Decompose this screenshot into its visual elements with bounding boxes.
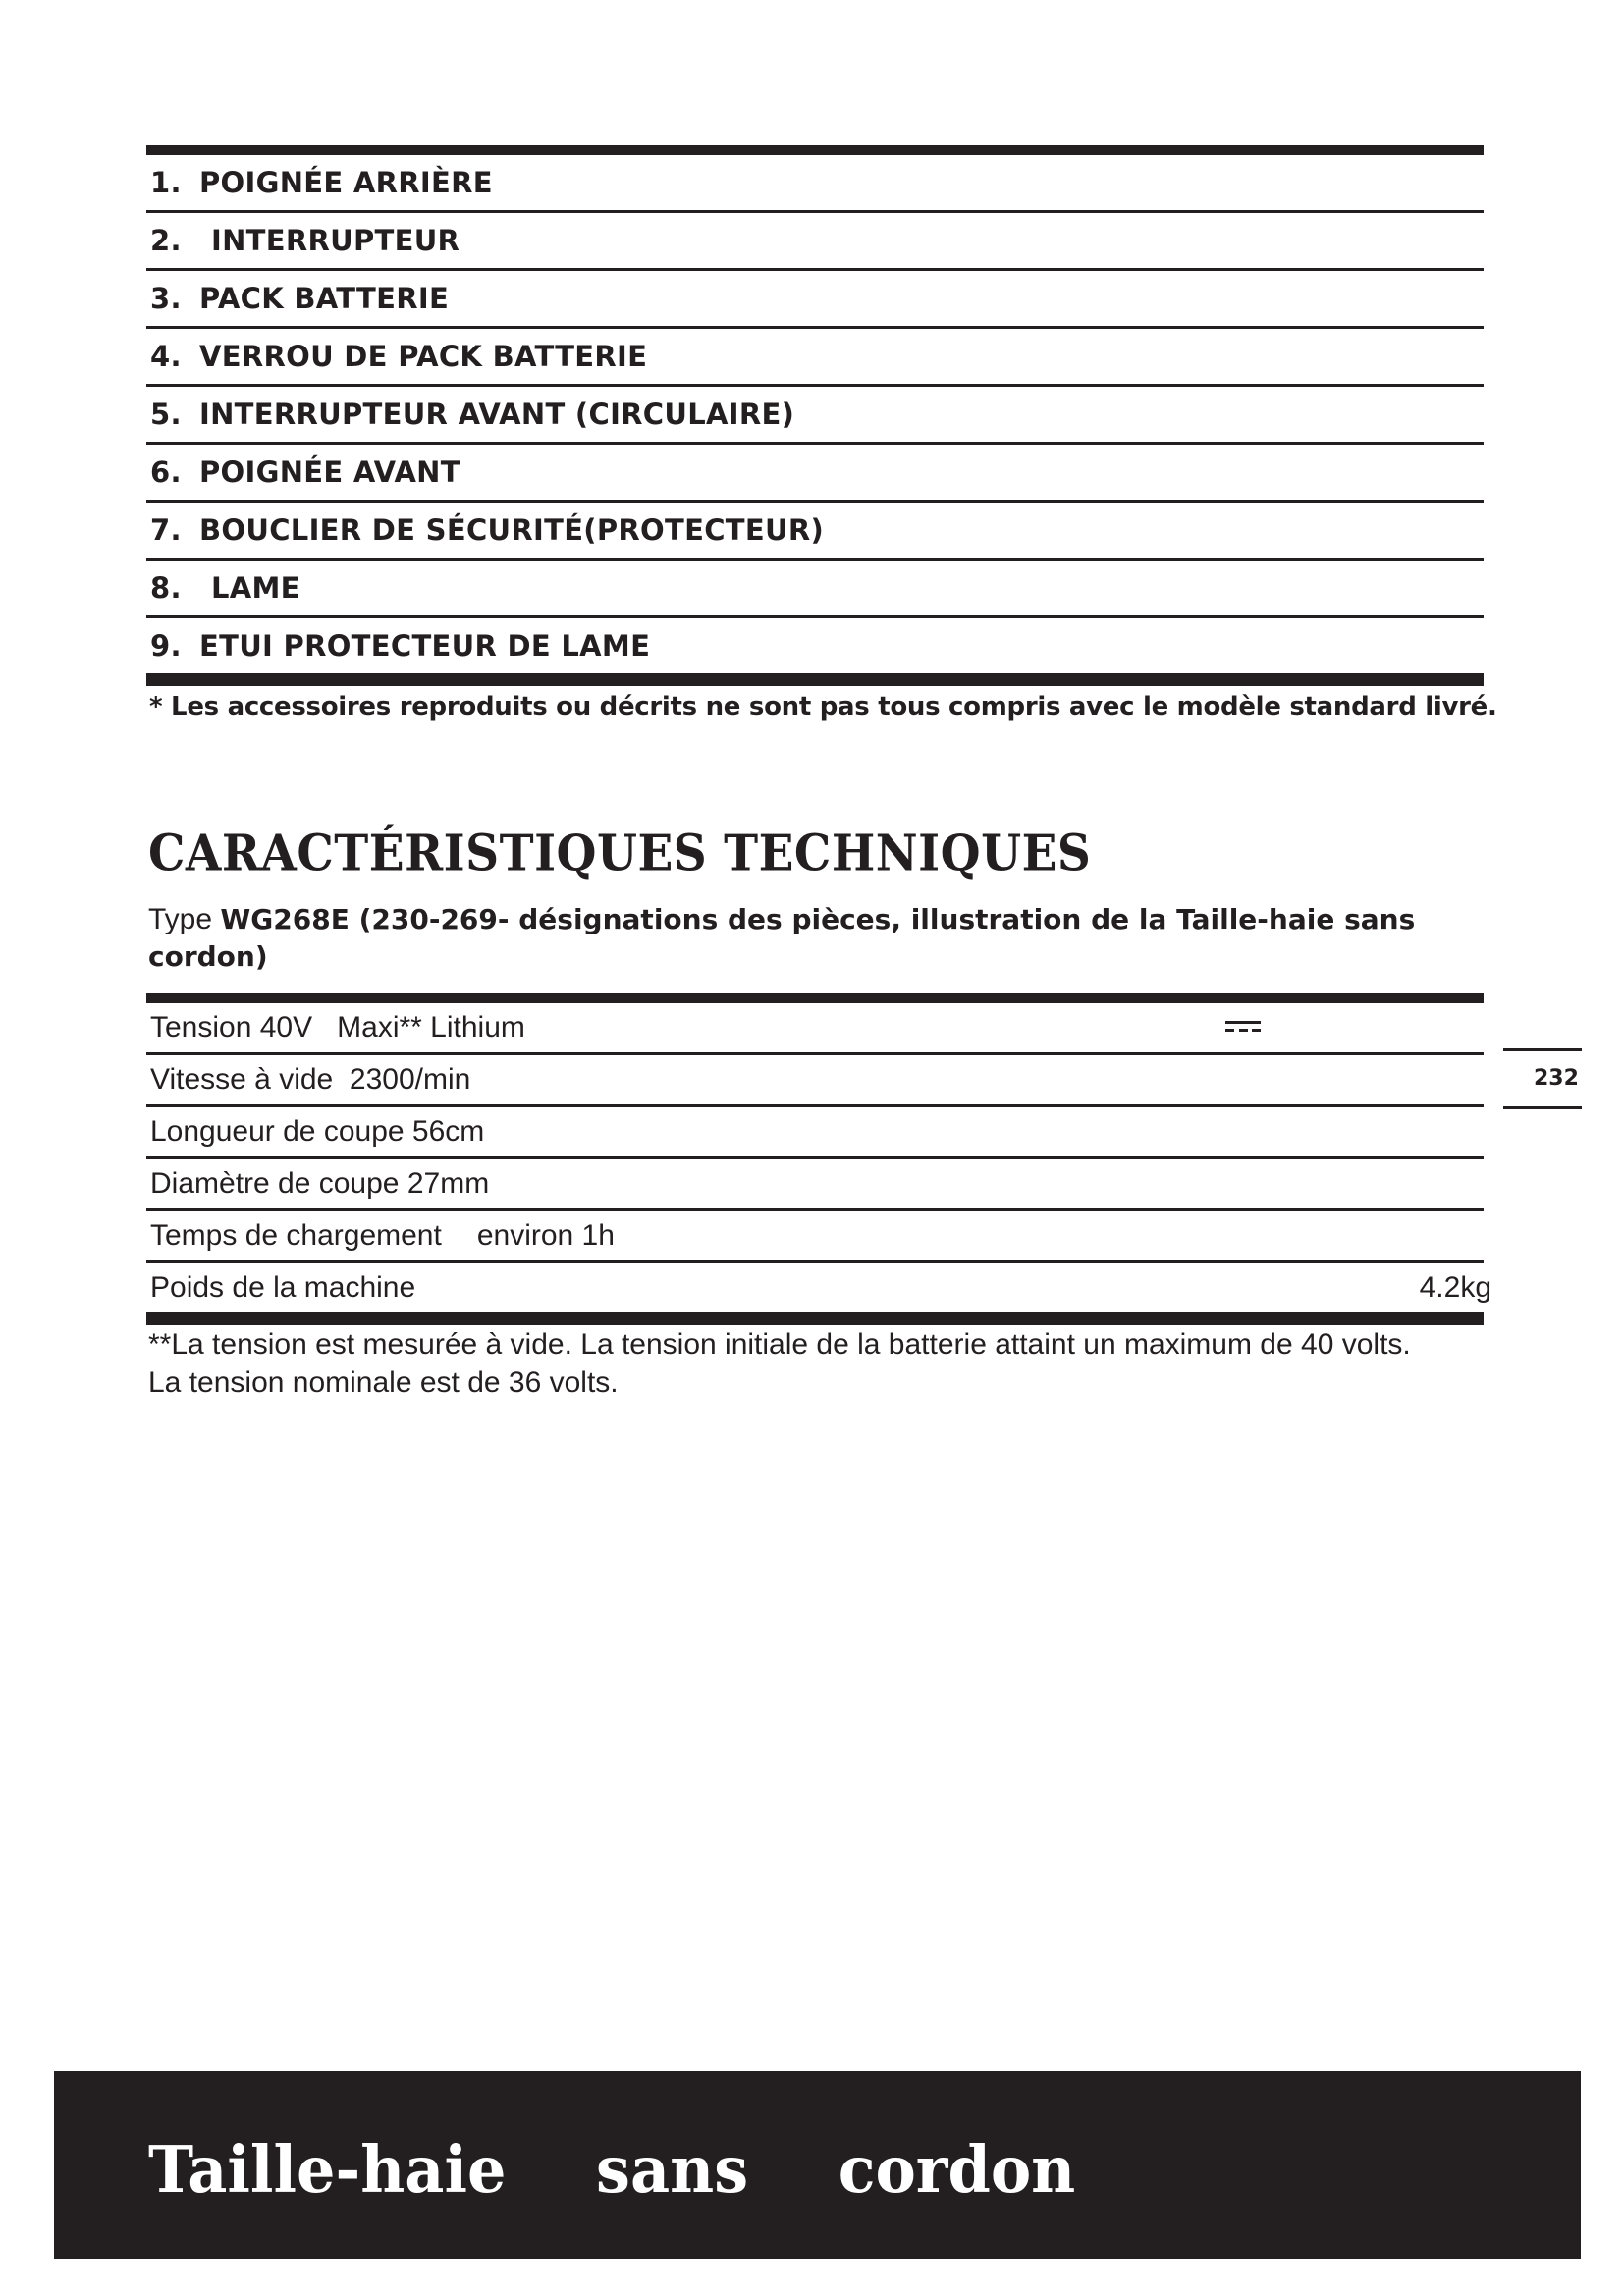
spec-label: Longueur de coupe [150, 1115, 405, 1148]
voltage-note [148, 1325, 1523, 1402]
spec-row-charging-time [146, 1211, 1484, 1263]
parts-list-item: 7. BOUCLIER DE SÉCURITÉ(PROTECTEUR) [146, 503, 1484, 561]
footer-title: Taille-haie sans cordon [148, 2132, 1076, 2208]
parts-list-item: 1. POIGNÉE ARRIÈRE [146, 155, 1484, 213]
spec-value: 27mm [406, 1167, 490, 1200]
page-tab [1503, 1048, 1582, 1109]
spec-row-cutting-length [146, 1107, 1484, 1159]
spec-value: 4.2kg [1419, 1271, 1491, 1304]
parts-list-item: 3. PACK BATTERIE [146, 271, 1484, 329]
parts-list-item: 6. POIGNÉE AVANT [146, 445, 1484, 503]
spec-label: Diamètre de coupe [150, 1167, 400, 1200]
specs-bottom-rule [146, 1315, 1484, 1325]
spec-extra: Maxi** Lithium [337, 1011, 525, 1043]
voltage-note-line: **La tension est mesurée à vide. La tension initiale de la batterie attaint un maximum de 40 volts. [148, 1328, 1411, 1361]
section-title: CARACTÉRISTIQUES TECHNIQUES [148, 825, 1092, 883]
page-number: 232 [1534, 1066, 1579, 1091]
spec-row-machine-weight [146, 1263, 1491, 1315]
specs-table [146, 993, 1491, 1325]
spec-value: 56cm [411, 1115, 485, 1148]
parts-list-item: 9. ETUI PROTECTEUR DE LAME [146, 618, 1484, 676]
parts-list [146, 145, 1497, 721]
voltage-note-line: La tension nominale est de 36 volts. [148, 1366, 619, 1399]
bottom-thick-rule [146, 676, 1484, 686]
parts-list-item: 5. INTERRUPTEUR AVANT (CIRCULAIRE) [146, 387, 1484, 445]
spec-label: Vitesse à vide [150, 1063, 334, 1095]
spec-label: Temps de chargement [150, 1219, 442, 1252]
spec-label: Tension [150, 1011, 252, 1043]
spec-value: 2300/min [349, 1063, 471, 1095]
spec-row-cutting-diameter [146, 1159, 1484, 1211]
direct-current-icon [1225, 1021, 1261, 1035]
spec-row-voltage [146, 1003, 1484, 1055]
model-type-line [148, 901, 1464, 976]
parts-list-item: 2. INTERRUPTEUR [146, 213, 1484, 271]
parts-list-item: 8. LAME [146, 561, 1484, 618]
spec-row-no-load-speed [146, 1055, 1484, 1107]
footer-band [54, 2071, 1581, 2259]
spec-label: Poids de la machine [150, 1271, 416, 1304]
parts-list-item: 4. VERROU DE PACK BATTERIE [146, 329, 1484, 387]
model-designation: WG268E (230-269- désignations des pièces, illustration de la Taille-haie sans cordon) [148, 903, 1416, 973]
accessories-note: * Les accessoires reproduits ou décrits ne sont pas tous compris avec le modèle standard livré. [149, 692, 1497, 721]
spec-value: environ 1h [476, 1219, 615, 1252]
type-prefix: Type [148, 903, 213, 935]
specs-top-rule [146, 993, 1484, 1003]
spec-value: 40V [259, 1011, 313, 1043]
top-thick-rule [146, 145, 1484, 155]
